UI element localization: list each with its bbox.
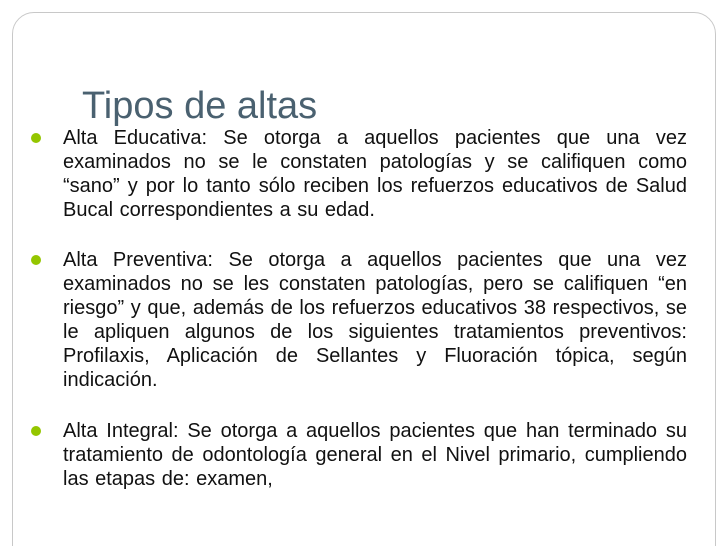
bullet-item-alta-preventiva <box>29 248 687 392</box>
bullet-dot-icon <box>31 133 41 143</box>
bullet-item-alta-integral <box>29 419 687 491</box>
slide-title: Tipos de altas <box>82 85 318 128</box>
bullet-text: Alta Preventiva: Se otorga a aquellos pacientes que una vez examinados no se les constaten patologías, pero se califiquen “en riesgo” y que, además de los refuerzos educativos 38 respectivos, se le apliquen algunos de los siguientes tratamientos preventivos: Profilaxis, Aplicación de Sellantes y Fluoración tópica, según indicación. <box>63 249 687 391</box>
bullet-item-alta-educativa <box>29 126 687 222</box>
bullet-list <box>29 126 687 517</box>
bullet-text: Alta Integral: Se otorga a aquellos pacientes que han terminado su tratamiento de odontología general en el Nivel primario, cumpliendo las etapas de: examen, <box>63 420 687 490</box>
bullet-dot-icon <box>31 426 41 436</box>
bullet-dot-icon <box>31 255 41 265</box>
bullet-text: Alta Educativa: Se otorga a aquellos pacientes que una vez examinados no se le constaten patologías y se califiquen como “sano” y por lo tanto sólo reciben los refuerzos educativos de Salud Bucal correspondientes a su edad. <box>63 127 687 221</box>
